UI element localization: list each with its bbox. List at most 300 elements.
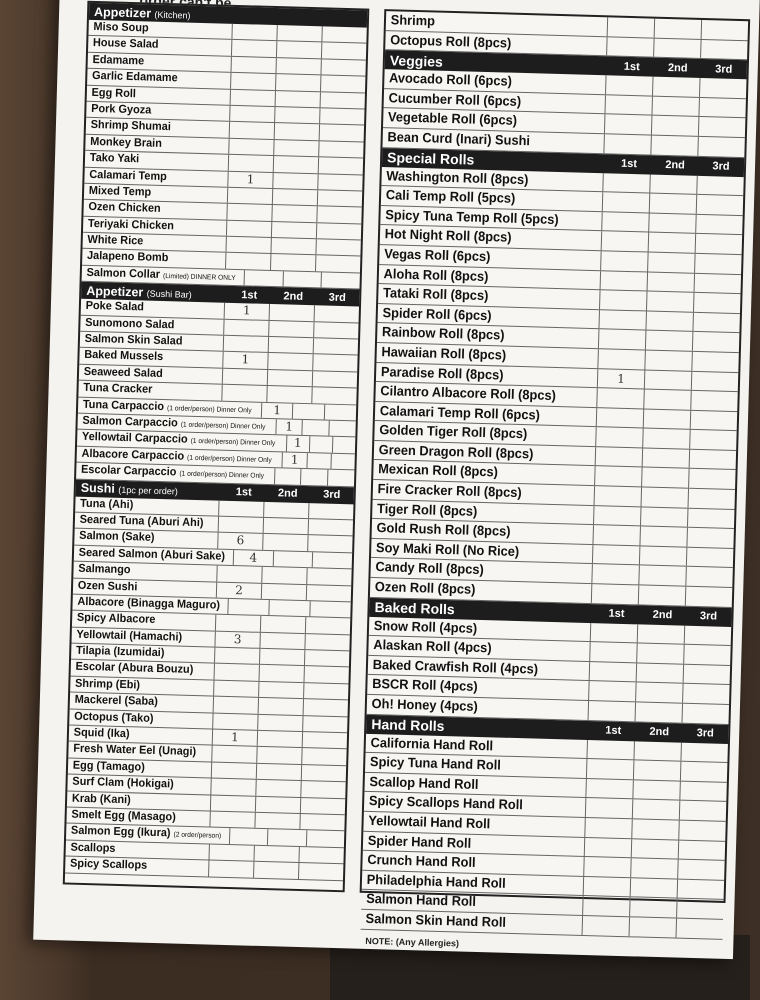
qty-cell-1[interactable] [604, 95, 652, 115]
qty-cell-2[interactable] [643, 390, 691, 410]
qty-cell-1[interactable] [244, 270, 283, 286]
qty-cell-1[interactable]: 1 [282, 452, 307, 468]
qty-cell-3[interactable] [304, 634, 349, 651]
qty-cell-2[interactable] [647, 252, 695, 272]
qty-cell-3[interactable] [332, 437, 356, 453]
qty-cell-2[interactable] [635, 683, 683, 703]
qty-cell-3[interactable] [697, 137, 745, 157]
qty-cell-1[interactable] [225, 237, 270, 254]
qty-cell-2[interactable] [302, 420, 329, 436]
qty-cell-2[interactable] [653, 38, 701, 58]
qty-cell-3[interactable] [312, 355, 357, 372]
qty-cell-1[interactable] [230, 57, 275, 74]
qty-cell-3[interactable] [691, 371, 739, 391]
qty-cell-2[interactable] [267, 353, 312, 370]
qty-cell-3[interactable] [316, 207, 361, 224]
qty-cell-3[interactable] [320, 92, 365, 109]
qty-cell-3[interactable] [319, 108, 364, 125]
qty-cell-1[interactable] [597, 349, 645, 369]
qty-cell-1[interactable] [226, 204, 271, 221]
qty-cell-2[interactable] [253, 862, 298, 879]
qty-cell-2[interactable] [270, 238, 315, 255]
qty-cell-3[interactable] [695, 215, 743, 235]
qty-cell-3[interactable] [692, 313, 740, 333]
qty-cell-2[interactable] [645, 311, 693, 331]
qty-cell-3[interactable] [690, 391, 738, 411]
qty-cell-1[interactable] [221, 385, 266, 402]
qty-cell-2[interactable] [273, 156, 318, 173]
qty-cell-1[interactable] [218, 500, 263, 517]
qty-cell-1[interactable] [209, 811, 254, 828]
qty-cell-2[interactable] [642, 448, 690, 468]
qty-cell-3[interactable] [299, 814, 344, 831]
qty-cell-3[interactable] [696, 195, 744, 215]
qty-cell-2[interactable] [649, 194, 697, 214]
qty-cell-1[interactable] [605, 75, 653, 95]
qty-cell-1[interactable] [594, 467, 642, 487]
qty-cell-1[interactable] [215, 615, 260, 632]
qty-cell-1[interactable] [592, 525, 640, 545]
qty-cell-1[interactable] [590, 623, 638, 643]
qty-cell-1[interactable] [596, 388, 644, 408]
qty-cell-2[interactable] [638, 585, 686, 605]
qty-cell-3[interactable] [678, 821, 726, 841]
item-name: Calamari Temp Roll (6pcs) [379, 402, 541, 423]
qty-cell-3[interactable] [301, 765, 346, 782]
qty-cell-3[interactable] [695, 234, 743, 254]
qty-cell-2[interactable] [632, 800, 680, 820]
qty-cell-3[interactable] [305, 617, 350, 634]
qty-cell-1[interactable] [229, 106, 274, 123]
qty-cell-3[interactable] [318, 157, 363, 174]
qty-cell-2[interactable] [271, 222, 316, 239]
qty-cell-1[interactable] [583, 857, 631, 877]
qty-cell-1[interactable] [214, 664, 259, 681]
qty-cell-3[interactable] [693, 293, 741, 313]
qty-cell-1[interactable] [226, 220, 271, 237]
qty-cell-1[interactable] [586, 759, 634, 779]
qty-cell-3[interactable] [688, 469, 736, 489]
qty-cell-2[interactable] [638, 566, 686, 586]
qty-cell-3[interactable] [679, 781, 727, 801]
qty-cell-3[interactable] [315, 239, 360, 256]
qty-cell-1[interactable]: 1 [222, 352, 267, 369]
qty-cell-2[interactable] [259, 665, 304, 682]
qty-cell-2[interactable] [275, 91, 320, 108]
qty-cell-3[interactable] [683, 645, 731, 665]
qty-cell-3[interactable] [701, 20, 749, 40]
qty-cell-1[interactable] [214, 648, 259, 665]
qty-cell-3[interactable] [677, 879, 725, 899]
item-name: Miso Soup [93, 20, 149, 35]
qty-cell-3[interactable] [311, 387, 356, 404]
qty-cell-1[interactable] [592, 545, 640, 565]
item-name: Scallops [70, 841, 116, 855]
qty-cell-1[interactable]: 1 [261, 402, 293, 418]
qty-cell-2[interactable] [255, 796, 300, 813]
qty-cell-1[interactable] [228, 599, 269, 616]
qty-cell-1[interactable] [582, 896, 630, 916]
qty-cell-3[interactable] [304, 650, 349, 667]
qty-cell-1[interactable] [231, 40, 276, 57]
qty-cell-2[interactable] [273, 140, 318, 157]
qty-cell-3[interactable] [682, 684, 730, 704]
qty-cell-2[interactable] [259, 633, 304, 650]
qty-cell-1[interactable] [589, 662, 637, 682]
item-name: Cali Temp Roll (5pcs) [385, 187, 516, 206]
qty-cell-3[interactable] [300, 798, 345, 815]
qty-cell-2[interactable] [275, 74, 320, 91]
qty-cell-2[interactable] [630, 858, 678, 878]
qty-cell-3[interactable] [302, 716, 347, 733]
qty-cell-3[interactable] [298, 863, 343, 880]
qty-cell-3[interactable] [303, 683, 348, 700]
qty-cell-2[interactable] [639, 527, 687, 547]
qty-cell-1[interactable] [229, 122, 274, 139]
qty-cell-1[interactable] [598, 329, 646, 349]
qty-cell-1[interactable] [602, 192, 650, 212]
qty-cell-1[interactable] [591, 584, 639, 604]
qty-cell-3[interactable] [685, 567, 733, 587]
qty-cell-1[interactable] [583, 877, 631, 897]
qty-cell-2[interactable] [272, 551, 312, 567]
qty-cell-3[interactable] [315, 256, 360, 273]
qty-cell-3[interactable] [312, 552, 352, 568]
qty-cell-1[interactable] [228, 155, 273, 172]
qty-cell-1[interactable] [596, 408, 644, 428]
qty-cell-3[interactable] [298, 847, 343, 864]
qty-cell-3[interactable] [314, 305, 359, 322]
qty-cell-1[interactable] [598, 310, 646, 330]
qty-cell-2[interactable] [633, 741, 681, 761]
qty-cell-3[interactable] [317, 174, 362, 191]
qty-cell-3[interactable] [677, 860, 725, 880]
item-name: Ozen Sushi [77, 579, 138, 593]
qty-cell-3[interactable] [694, 254, 742, 274]
qty-cell-3[interactable] [678, 840, 726, 860]
qty-cell-1[interactable]: 4 [233, 550, 273, 566]
item-name: BSCR Roll (4pcs) [372, 676, 478, 695]
qty-cell-3[interactable] [689, 450, 737, 470]
qty-cell-1[interactable] [208, 844, 253, 861]
qty-cell-3[interactable] [679, 801, 727, 821]
item-name: Mackerel (Saba) [74, 693, 158, 709]
qty-cell-1[interactable]: 1 [212, 730, 257, 747]
qty-cell-1[interactable]: 3 [214, 631, 259, 648]
qty-cell-1[interactable]: 2 [216, 582, 261, 599]
qty-cell-3[interactable] [688, 489, 736, 509]
item-name: Tuna Cracker [83, 382, 153, 396]
qty-cell-1[interactable] [595, 427, 643, 447]
qty-cell-1[interactable] [211, 762, 256, 779]
qty-cell-1[interactable] [584, 818, 632, 838]
qty-cell-1[interactable] [606, 37, 654, 57]
qty-cell-1[interactable] [212, 713, 257, 730]
qty-cell-1[interactable] [591, 565, 639, 585]
qty-cell-1[interactable] [600, 271, 648, 291]
qty-cell-3[interactable] [302, 732, 347, 749]
qty-cell-2[interactable] [270, 254, 315, 271]
qty-cell-3[interactable] [698, 98, 746, 118]
item-name: Pork Gyoza [90, 102, 152, 117]
qty-cell-2[interactable] [282, 271, 321, 287]
qty-cell-3[interactable] [312, 371, 357, 388]
qty-cell-2[interactable] [257, 714, 302, 731]
qty-cell-1[interactable] [208, 861, 253, 878]
qty-cell-2[interactable] [646, 292, 694, 312]
qty-cell-3[interactable] [321, 272, 360, 288]
qty-cell-2[interactable] [644, 350, 692, 370]
qty-cell-2[interactable] [272, 173, 317, 190]
qty-cell-1[interactable] [213, 697, 258, 714]
qty-cell-3[interactable] [306, 585, 351, 602]
qty-cell-1[interactable] [230, 89, 275, 106]
qty-cell-2[interactable] [260, 616, 305, 633]
qty-cell-2[interactable] [274, 107, 319, 124]
qty-cell-1[interactable] [585, 779, 633, 799]
qty-cell-3[interactable] [684, 625, 732, 645]
qty-cell-2[interactable] [648, 233, 696, 253]
qty-cell-2[interactable] [652, 77, 700, 97]
qty-cell-1[interactable]: 1 [275, 419, 302, 435]
qty-cell-1[interactable] [216, 566, 261, 583]
qty-cell-2[interactable] [629, 898, 677, 918]
qty-cell-1[interactable] [589, 642, 637, 662]
qty-cell-1[interactable] [231, 24, 276, 41]
qty-cell-1[interactable] [223, 319, 268, 336]
qty-cell-3[interactable] [308, 503, 353, 520]
qty-cell-2[interactable] [255, 780, 300, 797]
qty-cell-2[interactable] [650, 136, 698, 156]
qty-cell-2[interactable] [644, 370, 692, 390]
qty-cell-3[interactable] [324, 404, 356, 420]
qty-cell-2[interactable] [261, 567, 306, 584]
item-name: Salmon (Sake) [79, 530, 155, 545]
qty-cell-3[interactable] [306, 568, 351, 585]
qty-cell-3[interactable] [301, 748, 346, 765]
qty-cell-1[interactable] [588, 681, 636, 701]
qty-cell-1[interactable] [218, 517, 263, 534]
qty-cell-2[interactable] [648, 213, 696, 233]
qty-cell-2[interactable] [633, 761, 681, 781]
qty-cell-3[interactable] [680, 742, 728, 762]
qty-cell-3[interactable] [307, 535, 352, 552]
qty-cell-1[interactable] [274, 468, 301, 484]
qty-cell-1[interactable] [603, 134, 651, 154]
item-name: Baked Crawfish Roll (4pcs) [372, 656, 539, 677]
qty-cell-3[interactable] [303, 699, 348, 716]
qty-cell-2[interactable] [254, 813, 299, 830]
qty-cell-2[interactable] [643, 409, 691, 429]
qty-cell-2[interactable] [276, 41, 321, 58]
section-header-appetizer-sushi: Appetizer (Sushi Bar) 1st 2nd 3rd [81, 282, 359, 307]
qty-cell-2[interactable] [253, 846, 298, 863]
qty-cell-2[interactable] [300, 469, 327, 485]
qty-cell-2[interactable] [258, 698, 303, 715]
qty-cell-3[interactable] [683, 664, 731, 684]
qty-cell-2[interactable] [309, 437, 333, 453]
qty-cell-3[interactable] [690, 410, 738, 430]
qty-cell-3[interactable] [694, 273, 742, 293]
qty-cell-1[interactable] [586, 740, 634, 760]
qty-cell-2[interactable] [268, 321, 313, 338]
qty-cell-3[interactable] [318, 141, 363, 158]
qty-cell-1[interactable] [593, 506, 641, 526]
qty-cell-1[interactable] [594, 486, 642, 506]
item-name: Spicy Scallops Hand Roll [368, 793, 524, 813]
qty-cell-1[interactable] [588, 701, 636, 721]
qty-cell-3[interactable] [321, 26, 366, 43]
qty-cell-2[interactable] [267, 829, 306, 845]
item-name: Spider Hand Roll [367, 832, 472, 851]
qty-cell-3[interactable] [685, 587, 733, 607]
qty-cell-2[interactable] [635, 702, 683, 722]
qty-cell-1[interactable] [601, 232, 649, 252]
qty-cell-3[interactable] [330, 454, 355, 470]
qty-cell-1[interactable] [585, 798, 633, 818]
qty-cell-3[interactable] [317, 190, 362, 207]
qty-cell-3[interactable] [698, 117, 746, 137]
qty-cell-2[interactable] [272, 189, 317, 206]
item-name: Squid (Ika) [73, 726, 130, 741]
qty-cell-2[interactable] [275, 58, 320, 75]
qty-cell-1[interactable]: 1 [224, 303, 269, 320]
qty-cell-2[interactable] [640, 507, 688, 527]
qty-cell-2[interactable] [641, 487, 689, 507]
qty-cell-1[interactable] [225, 253, 270, 270]
qty-cell-1[interactable] [595, 447, 643, 467]
qty-cell-3[interactable] [686, 548, 734, 568]
qty-cell-3[interactable] [692, 332, 740, 352]
qty-cell-3[interactable] [320, 75, 365, 92]
qty-cell-2[interactable] [263, 518, 308, 535]
qty-cell-2[interactable] [631, 839, 679, 859]
qty-cell-1[interactable]: 1 [597, 369, 645, 389]
section-header-appetizer-kitchen: Appetizer (Kitchen) [89, 3, 367, 28]
qty-cell-2[interactable] [306, 453, 331, 469]
qty-cell-3[interactable] [327, 470, 354, 486]
qty-cell-2[interactable] [276, 25, 321, 42]
qty-cell-2[interactable] [259, 649, 304, 666]
qty-cell-3[interactable] [676, 919, 724, 939]
qty-cell-3[interactable] [691, 352, 739, 372]
qty-cell-1[interactable] [213, 680, 258, 697]
qty-cell-3[interactable] [676, 899, 724, 919]
qty-cell-1[interactable] [227, 188, 272, 205]
qty-cell-1[interactable] [601, 212, 649, 232]
qty-cell-3[interactable] [319, 125, 364, 142]
item-name: Oh! Honey (4pcs) [371, 695, 479, 714]
qty-cell-1[interactable] [222, 368, 267, 385]
item-name: Hawaiian Roll (8pcs) [381, 344, 507, 363]
qty-cell-3[interactable] [313, 322, 358, 339]
qty-cell-2[interactable] [637, 624, 685, 644]
qty-cell-1[interactable] [584, 838, 632, 858]
item-name: Scallop Hand Roll [369, 773, 479, 792]
qty-cell-3[interactable] [303, 667, 348, 684]
qty-cell-1[interactable] [604, 115, 652, 135]
qty-cell-2[interactable] [631, 819, 679, 839]
qty-cell-2[interactable] [636, 644, 684, 664]
qty-cell-2[interactable] [274, 123, 319, 140]
qty-cell-2[interactable] [256, 747, 301, 764]
qty-cell-2[interactable] [641, 468, 689, 488]
qty-cell-1[interactable] [582, 916, 630, 936]
qty-cell-2[interactable] [629, 917, 677, 937]
qty-cell-3[interactable] [308, 519, 353, 536]
qty-cell-3[interactable] [313, 338, 358, 355]
qty-cell-3[interactable] [682, 704, 730, 724]
qty-cell-2[interactable] [271, 205, 316, 222]
qty-cell-3[interactable] [321, 43, 366, 60]
qty-cell-1[interactable] [607, 17, 655, 37]
qty-cell-1[interactable] [228, 139, 273, 156]
qty-cell-3[interactable] [700, 40, 748, 60]
qty-cell-1[interactable] [230, 73, 275, 90]
qty-cell-3[interactable] [309, 601, 350, 618]
qty-cell-3[interactable] [320, 59, 365, 76]
qty-cell-3[interactable] [687, 508, 735, 528]
qty-cell-2[interactable] [261, 583, 306, 600]
qty-cell-3[interactable] [689, 430, 737, 450]
qty-cell-2[interactable] [636, 663, 684, 683]
qty-cell-2[interactable] [256, 764, 301, 781]
qty-cell-1[interactable] [223, 336, 268, 353]
qty-cell-3[interactable] [699, 78, 747, 98]
qty-cell-2[interactable] [263, 501, 308, 518]
qty-cell-2[interactable] [268, 337, 313, 354]
qty-cell-2[interactable] [630, 878, 678, 898]
qty-cell-2[interactable] [649, 174, 697, 194]
qty-cell-2[interactable] [639, 546, 687, 566]
qty-cell-1[interactable]: 1 [285, 436, 309, 452]
qty-cell-2[interactable] [267, 370, 312, 387]
qty-cell-2[interactable] [645, 331, 693, 351]
qty-cell-2[interactable] [632, 780, 680, 800]
qty-cell-2[interactable] [651, 96, 699, 116]
qty-cell-2[interactable] [269, 304, 314, 321]
qty-cell-3[interactable] [329, 421, 356, 437]
qty-cell-2[interactable] [642, 429, 690, 449]
qty-cell-1[interactable] [211, 746, 256, 763]
qty-cell-2[interactable] [651, 116, 699, 136]
item-name: Avocado Roll (6pcs) [388, 70, 513, 89]
qty-cell-1[interactable] [599, 290, 647, 310]
qty-cell-2[interactable] [258, 682, 303, 699]
qty-cell-2[interactable] [292, 403, 324, 419]
qty-cell-2[interactable] [654, 19, 702, 39]
qty-cell-3[interactable] [316, 223, 361, 240]
qty-cell-2[interactable] [266, 386, 311, 403]
qty-cell-3[interactable] [696, 175, 744, 195]
qty-cell-1[interactable] [229, 828, 268, 844]
item-name: Salmon Collar (Limited) DINNER ONLY [86, 266, 236, 282]
qty-cell-1[interactable] [602, 173, 650, 193]
qty-cell-1[interactable] [210, 779, 255, 796]
qty-cell-2[interactable] [257, 731, 302, 748]
qty-cell-1[interactable] [210, 795, 255, 812]
qty-cell-3[interactable] [300, 781, 345, 798]
qty-cell-3[interactable] [680, 762, 728, 782]
qty-cell-2[interactable] [262, 534, 307, 551]
qty-cell-1[interactable]: 1 [227, 171, 272, 188]
qty-cell-1[interactable] [600, 251, 648, 271]
qty-cell-1[interactable]: 6 [217, 533, 262, 550]
qty-cell-2[interactable] [647, 272, 695, 292]
qty-cell-3[interactable] [686, 528, 734, 548]
qty-cell-3[interactable] [306, 831, 345, 847]
qty-cell-2[interactable] [268, 600, 309, 617]
